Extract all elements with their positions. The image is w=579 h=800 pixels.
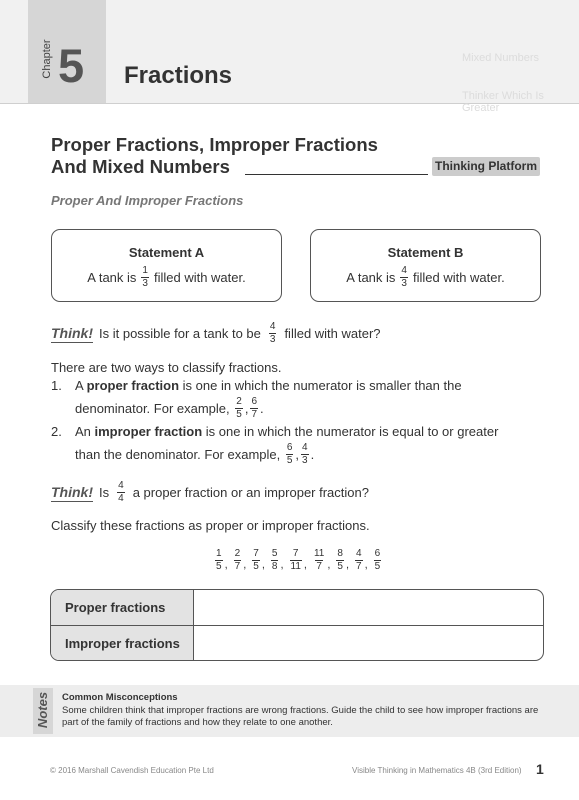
point-2-example-text: than the denominator. For example, bbox=[75, 446, 281, 462]
numerator: 4 bbox=[118, 480, 124, 491]
fraction bbox=[234, 549, 242, 572]
term-improper-fraction: improper fraction bbox=[94, 424, 203, 439]
denominator: 7 bbox=[316, 561, 322, 572]
statement-a-suffix: filled with water. bbox=[153, 270, 246, 285]
fraction bbox=[301, 443, 309, 466]
denominator: 5 bbox=[286, 455, 293, 466]
statement-a-text bbox=[52, 266, 281, 289]
point-2-line2: than the denominator. For example, $\frac{6}{5}$ , $\frac{4}{3}$ . bbox=[75, 442, 315, 466]
list-separator: , bbox=[261, 559, 265, 571]
numerator: 2 bbox=[236, 396, 242, 407]
fraction bbox=[141, 266, 149, 289]
bleed-through-text-2: Thinker Which Is Greater bbox=[462, 90, 544, 114]
point-2-line1 bbox=[75, 422, 498, 442]
improper-fractions-label: Improper fractions bbox=[51, 626, 194, 661]
point-1-line1 bbox=[75, 376, 462, 396]
statement-a-box bbox=[51, 229, 282, 302]
subheading: Proper And Improper Fractions bbox=[51, 193, 244, 208]
numerator: 7 bbox=[292, 548, 299, 559]
list-separator: , bbox=[243, 559, 247, 571]
title-rule bbox=[245, 174, 428, 175]
fraction bbox=[250, 397, 258, 420]
fraction bbox=[235, 397, 243, 420]
list-separator: , bbox=[345, 559, 350, 571]
denominator: 4 bbox=[118, 493, 124, 504]
thinking-platform-badge: Thinking Platform bbox=[432, 157, 540, 176]
chapter-label: Chapter bbox=[41, 39, 53, 79]
denominator: 3 bbox=[401, 278, 407, 289]
proper-fractions-answer[interactable] bbox=[201, 590, 536, 625]
fraction bbox=[400, 266, 408, 289]
statement-b-title: Statement B bbox=[387, 245, 464, 260]
fraction bbox=[313, 549, 325, 572]
statement-a-title: Statement A bbox=[128, 245, 205, 260]
point-1-example-text: denominator. For example, bbox=[75, 400, 230, 416]
numerator: 7 bbox=[253, 548, 259, 559]
numerator: 4 bbox=[356, 548, 362, 559]
think-question-2 bbox=[51, 481, 369, 504]
think-1-suffix: filled with water? bbox=[284, 326, 381, 341]
copyright: © 2016 Marshall Cavendish Education Pte Ltd bbox=[50, 766, 214, 775]
numerator: 11 bbox=[313, 548, 325, 559]
improper-fractions-answer[interactable] bbox=[201, 626, 536, 661]
statement-b-prefix: A tank is bbox=[346, 270, 396, 285]
proper-fractions-label: Proper fractions bbox=[51, 590, 194, 625]
think-2-prefix: Is bbox=[99, 485, 110, 500]
numerator: 4 bbox=[401, 265, 407, 276]
point-1-before: A bbox=[75, 378, 87, 393]
numerator: 6 bbox=[286, 442, 293, 453]
notes-heading: Common Misconceptions bbox=[62, 692, 178, 703]
fraction bbox=[215, 549, 223, 572]
think-label: Think! bbox=[51, 324, 93, 341]
denominator: 5 bbox=[236, 409, 242, 420]
list-separator: , bbox=[364, 559, 368, 571]
section-title-line2: And Mixed Numbers bbox=[51, 156, 230, 177]
fraction bbox=[355, 549, 363, 572]
fraction bbox=[336, 549, 344, 572]
fraction bbox=[290, 549, 302, 572]
denominator: 7 bbox=[251, 409, 258, 420]
think-question-1 bbox=[51, 322, 381, 345]
classify-task: Classify these fractions as proper or improper fractions. bbox=[51, 518, 370, 533]
denominator: 5 bbox=[374, 561, 381, 572]
statement-b-box bbox=[310, 229, 541, 302]
page-number: 1 bbox=[536, 761, 544, 777]
numerator: 4 bbox=[269, 321, 276, 332]
denominator: 5 bbox=[216, 561, 222, 572]
think-1-prefix: Is it possible for a tank to be bbox=[99, 326, 261, 341]
section-title-line1: Proper Fractions, Improper Fractions bbox=[51, 134, 378, 155]
denominator: 3 bbox=[269, 334, 276, 345]
point-2-number: 2. bbox=[51, 424, 62, 439]
list-separator: , bbox=[327, 559, 331, 571]
book-title: Visible Thinking in Mathematics 4B (3rd Edition) bbox=[352, 766, 522, 775]
point-1-after: is one in which the numerator is smaller than the bbox=[179, 378, 462, 393]
answer-table bbox=[50, 589, 544, 661]
fraction bbox=[374, 549, 382, 572]
point-2-after: is one in which the numerator is equal to or greater bbox=[202, 424, 499, 439]
table-row-proper bbox=[51, 590, 543, 625]
denominator: 7 bbox=[356, 561, 362, 572]
think-2-suffix: a proper fraction or an improper fraction? bbox=[132, 485, 369, 500]
numerator: 5 bbox=[271, 548, 278, 559]
numerator: 8 bbox=[337, 548, 343, 559]
denominator: 8 bbox=[271, 561, 278, 572]
list-separator: , bbox=[224, 559, 228, 571]
chapter-title: Fractions bbox=[124, 62, 233, 89]
numerator: 1 bbox=[142, 265, 148, 276]
denominator: 5 bbox=[337, 561, 343, 572]
list-separator: , bbox=[280, 559, 284, 571]
chapter-number: 5 bbox=[58, 39, 85, 92]
numerator: 6 bbox=[251, 396, 258, 407]
point-1-number: 1. bbox=[51, 378, 62, 393]
denominator: 5 bbox=[253, 561, 259, 572]
notes-body: Some children think that improper fractions are wrong fractions. Guide the child to see how improper fractions are part of the family of fractions and how they relate to one another. bbox=[62, 705, 539, 728]
denominator: 3 bbox=[142, 278, 148, 289]
think-label: Think! bbox=[51, 483, 93, 500]
table-row-improper bbox=[51, 626, 543, 661]
fraction bbox=[269, 322, 277, 345]
denominator: 7 bbox=[234, 561, 241, 572]
fraction-list bbox=[213, 549, 383, 572]
statement-a-prefix: A tank is bbox=[87, 270, 137, 285]
numerator: 2 bbox=[234, 548, 241, 559]
numerator: 4 bbox=[302, 442, 308, 453]
point-2-before: An bbox=[75, 424, 95, 439]
numerator: 1 bbox=[216, 548, 222, 559]
numerator: 6 bbox=[374, 548, 381, 559]
bleed-through-text-1: Mixed Numbers bbox=[462, 52, 540, 64]
classify-intro: There are two ways to classify fractions. bbox=[51, 360, 282, 375]
statement-b-suffix: filled with water. bbox=[412, 270, 505, 285]
fraction bbox=[117, 481, 125, 504]
term-proper-fraction: proper fraction bbox=[86, 378, 180, 393]
section-title bbox=[51, 134, 378, 178]
fraction bbox=[271, 549, 279, 572]
denominator: 11 bbox=[290, 561, 301, 572]
notes-label: Notes bbox=[35, 691, 50, 729]
fraction bbox=[286, 443, 294, 466]
list-separator: , bbox=[303, 559, 307, 571]
denominator: 3 bbox=[302, 455, 308, 466]
statement-b-text bbox=[311, 266, 540, 289]
fraction bbox=[252, 549, 260, 572]
point-1-line2: denominator. For example, $\frac{2}{5}$ , $\frac{6}{7}$ . bbox=[75, 396, 264, 420]
